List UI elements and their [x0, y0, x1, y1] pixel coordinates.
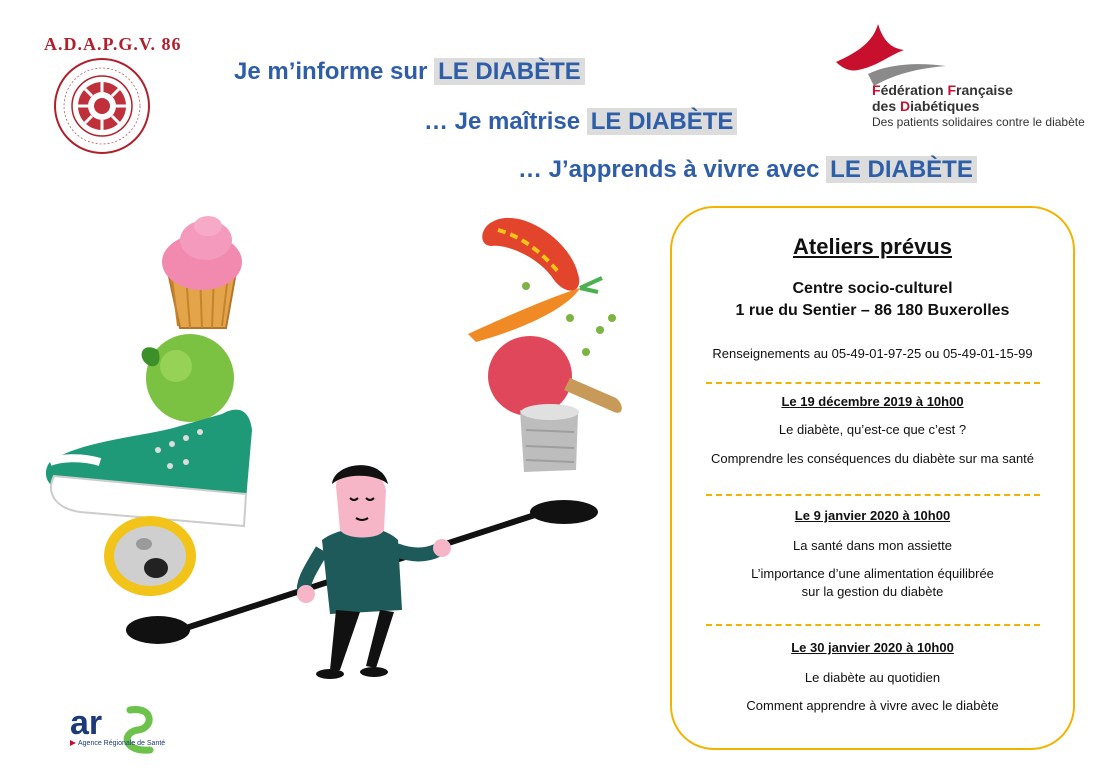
session-2-line-1: La santé dans mon assiette: [793, 538, 952, 553]
svg-text:ar: ar: [70, 704, 103, 742]
dashed-divider: [706, 382, 1040, 384]
ffd-name-part-1: édération: [880, 82, 948, 98]
session-3-line-2: Comment apprendre à vivre avec le diabète: [746, 698, 999, 713]
ffd-name-part-4: iabétiques: [910, 98, 980, 114]
dashed-divider: [706, 624, 1040, 626]
ars-logo: [66, 700, 162, 760]
venue-address: 1 rue du Sentier – 86 180 Buxerolles: [735, 302, 1010, 319]
headline-line-1: [234, 58, 585, 86]
diabetes-balance-illustration: [40, 200, 660, 690]
sneaker-image: [46, 410, 252, 526]
session-3-line-1: Le diabète au quotidien: [804, 670, 941, 685]
ffd-name-initial-f1: F: [872, 82, 881, 98]
ffd-name-initial-d: D: [900, 98, 911, 114]
session-1-line-1: Le diabète, qu’est-ce que c’est ?: [778, 422, 967, 437]
ffd-name-part-2: rançaise: [956, 82, 1013, 98]
headline-line-2-prefix: … Je maîtrise: [424, 108, 581, 135]
headline-line-2-highlight: LE DIABÈTE: [587, 108, 738, 135]
session-2-line-2: L’importance d’une alimentation équilibrée: [751, 566, 994, 581]
apple-image: [142, 334, 234, 422]
dashed-divider: [706, 494, 1040, 496]
headline-line-1-prefix: Je m’informe sur: [234, 58, 428, 85]
headline-line-2: [424, 108, 737, 136]
session-2-line-3: sur la gestion du diabète: [801, 584, 944, 599]
ffd-name-line-2: [872, 98, 979, 114]
sausage-image: [482, 218, 579, 291]
workshops-title: Ateliers prévus: [793, 234, 952, 259]
session-3-date: Le 30 janvier 2020 à 10h00: [791, 640, 954, 655]
ars-tagline: Agence Régionale de Santé: [78, 740, 166, 747]
session-1-line-2: Comprendre les conséquences du diabète sur ma santé: [710, 451, 1035, 466]
venue-name: Centre socio-culturel: [792, 280, 953, 297]
headline-line-3-highlight: LE DIABÈTE: [826, 156, 977, 183]
ars-logo-mark: [0, 0, 1, 1]
cupcake-image: [162, 216, 242, 328]
balancing-man-image: [297, 465, 451, 679]
carrot-image: [468, 278, 602, 342]
workshops-box: [670, 206, 1075, 750]
ffd-tagline: Des patients solidaires contre le diabète: [872, 115, 1085, 129]
session-1-date: Le 19 décembre 2019 à 10h00: [781, 394, 964, 409]
ffd-name-part-3: des: [872, 98, 901, 114]
ffd-name-line-1: [872, 82, 1013, 98]
adapgv-seal-logo: [52, 56, 152, 156]
ffd-name-initial-f2: F: [947, 82, 957, 98]
adapgv-logo-title: A.D.A.P.G.V. 86: [44, 34, 182, 54]
tin-can-image: [520, 404, 579, 472]
contact-info: Renseignements au 05-49-01-97-25 ou 05-49-01-15-99: [712, 346, 1033, 361]
headline-line-1-highlight: LE DIABÈTE: [434, 58, 585, 85]
soda-can-image: [104, 516, 196, 596]
session-2-date: Le 9 janvier 2020 à 10h00: [794, 508, 951, 523]
ping-pong-paddle-image: [488, 336, 622, 416]
headline-line-3: [518, 156, 977, 184]
headline-line-3-prefix: … J’apprends à vivre avec: [518, 156, 820, 183]
